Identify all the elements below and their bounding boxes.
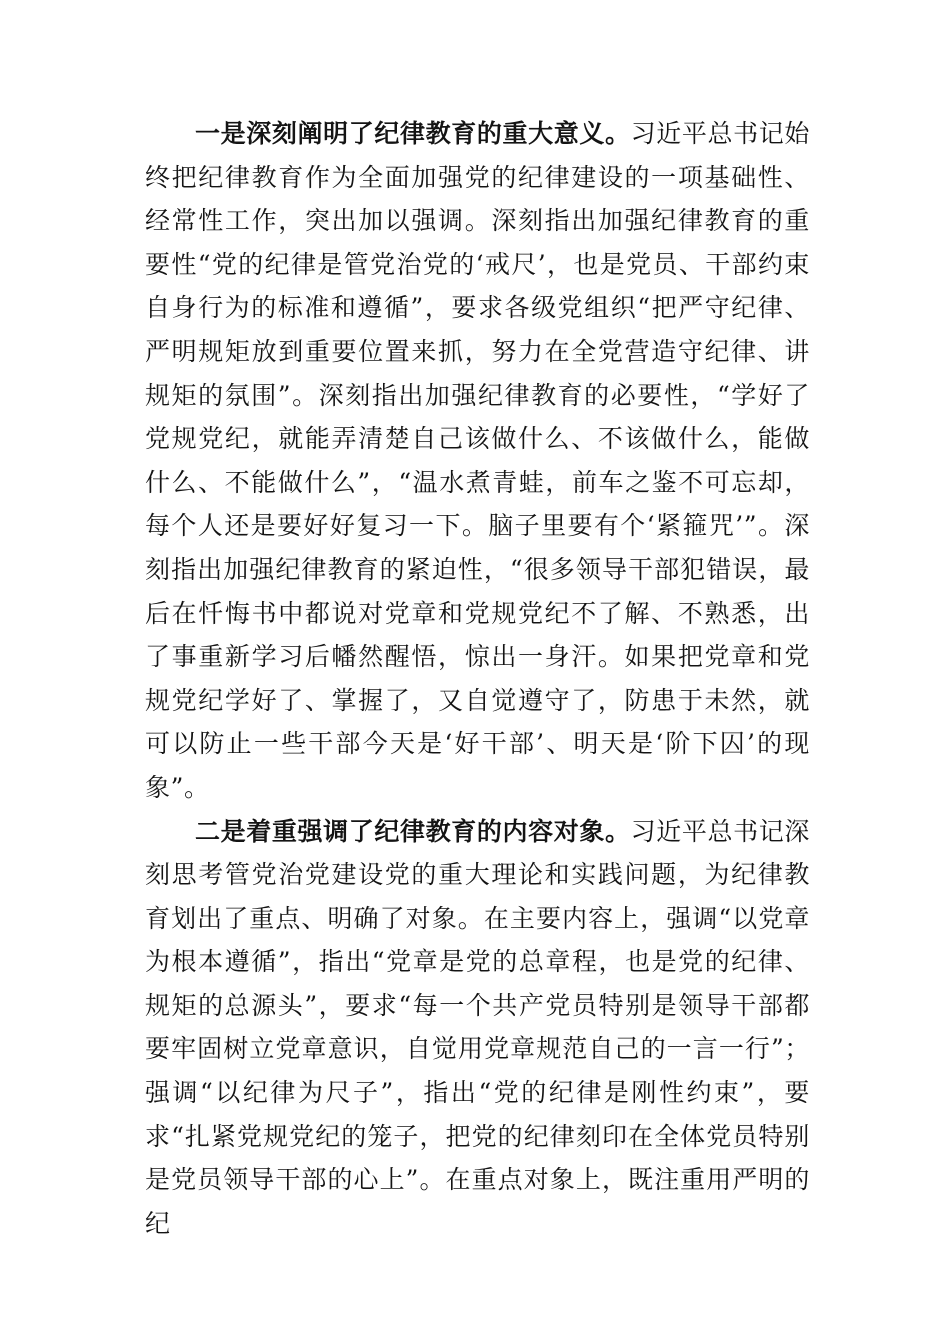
paragraph-1-body: 习近平总书记始终把纪律教育作为全面加强党的纪律建设的一项基础性、经常性工作，突出加以强调。深刻指出加强纪律教育的重要性“党的纪律是管党治党的‘戒尺’，也是党员、干部约束自身行为的标准和遵循”，要求各级党组织“把严守纪律、严明规矩放到重要位置来抓，努力在全党营造守纪律、讲规矩的氛围”。深刻指出加强纪律教育的必要性，“学好了党规党纪，就能弄清楚自己该做什么、不该做什么，能做什么、不能做什么”，“温水煮青蛙，前车之鉴不可忘却，每个人还是要好好复习一下。脑子里要有个‘紧箍咒’”。深刻指出加强纪律教育的紧迫性，“很多领导干部犯错误，最后在忏悔书中都说对党章和党规党纪不了解、不熟悉，出了事重新学习后幡然醒悟，惊出一身汗。如果把党章和党规党纪学好了、掌握了，又自觉遵守了，防患于未然，就可以防止一些干部今天是‘好干部’、明天是‘阶下囚’的现象”。 xyxy=(145,119,810,802)
paragraph-2-body: 习近平总书记深刻思考管党治党建设党的重大理论和实践问题，为纪律教育划出了重点、明确了对象。在主要内容上，强调“以党章为根本遵循”，指出“党章是党的总章程，也是党的纪律、规矩的总源头”，要求“每一个共产党员特别是领导干部都要牢固树立党章意识，自觉用党章规范自己的一言一行”；强调“以纪律为尺子”，指出“党的纪律是刚性约束”，要求“扎紧党规党纪的笼子，把党的纪律刻印在全体党员特别是党员领导干部的心上”。在重点对象上，既注重用严明的纪 xyxy=(145,816,810,1238)
paragraph-2-lead: 二是着重强调了纪律教育的内容对象。 xyxy=(195,816,631,846)
paragraph-1-lead: 一是深刻阐明了纪律教育的重大意义。 xyxy=(195,119,631,148)
paragraph-1 xyxy=(145,112,810,810)
document-page xyxy=(145,112,810,1245)
paragraph-2 xyxy=(145,810,810,1246)
